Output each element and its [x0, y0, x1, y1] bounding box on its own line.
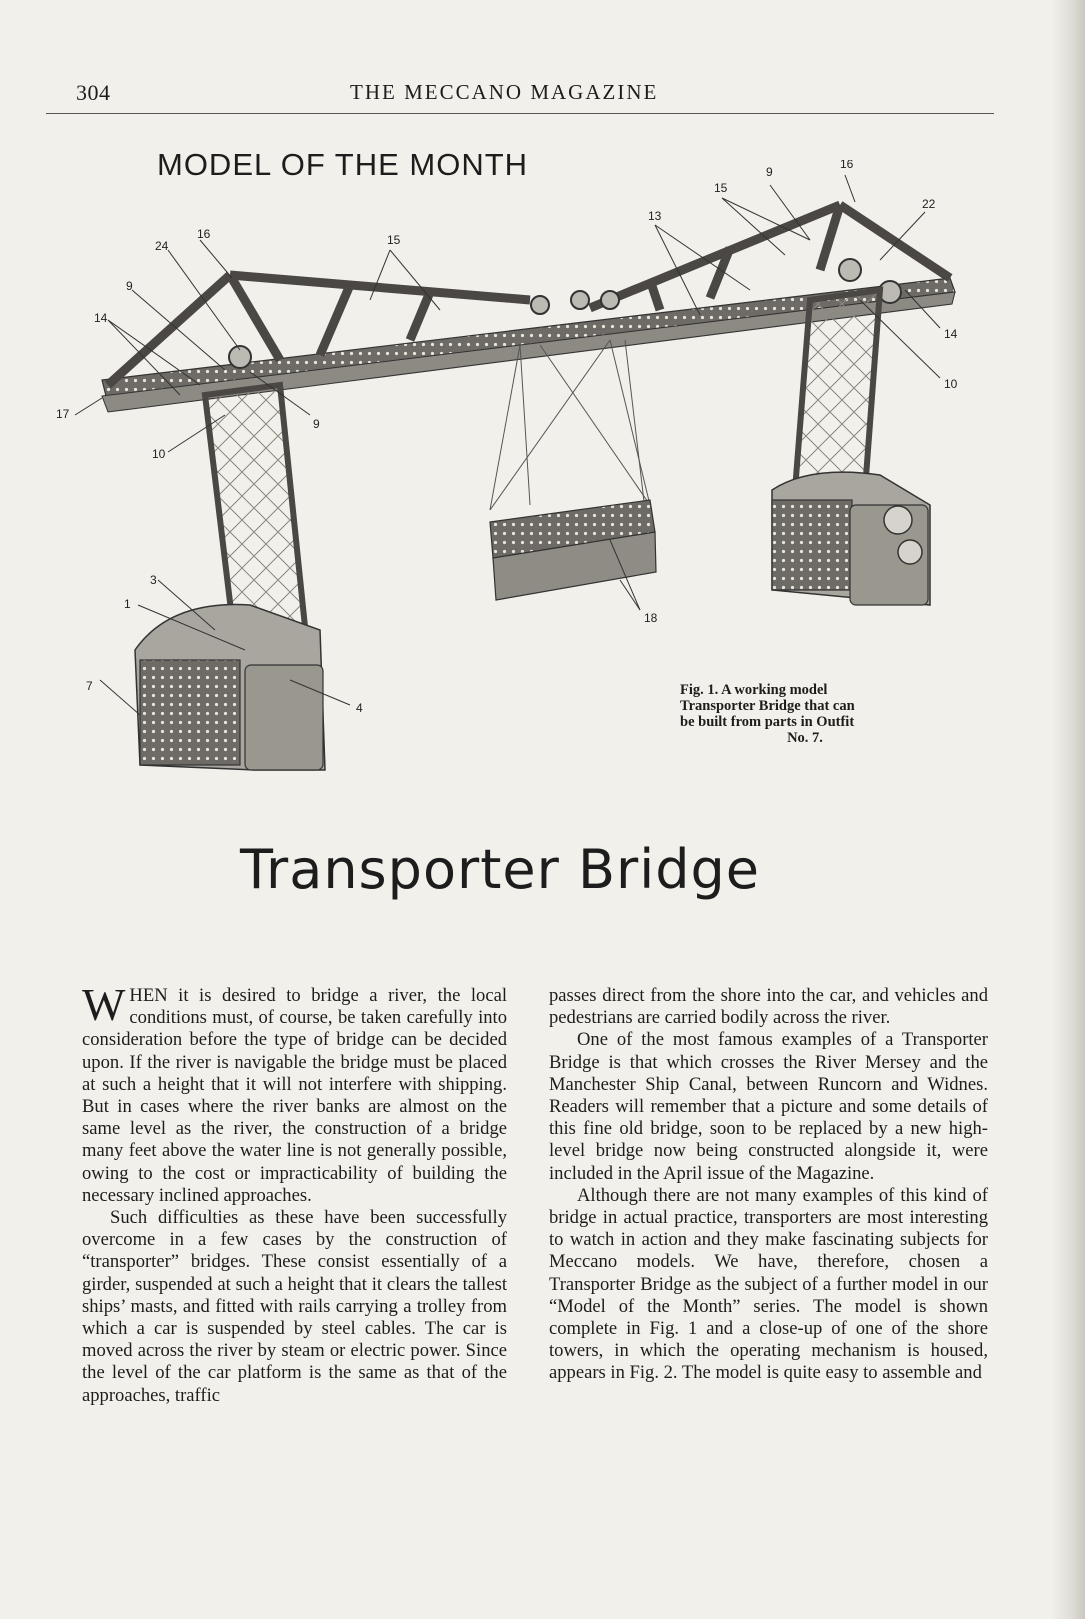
callout-24: 24 — [155, 239, 169, 253]
callout-7: 7 — [86, 679, 93, 693]
left-tower — [135, 385, 325, 770]
car-cables — [490, 340, 650, 510]
caption-line-1: Fig. 1. A working model — [680, 682, 828, 698]
paragraph: Although there are not many examples of this kind of bridge in actual practice, transporters are most interesting to watch in action and they make fascinating subjects for Meccano models. We have, therefore, chosen a Transporter Bridge as the subject of a further model in our “Model of the Month” series. The model is shown complete in Fig. 1 and a close-up of one of the shore towers, in which the operating mechanism is housed, appears in Fig. 2. The model is quite easy to assemble and — [549, 1184, 988, 1384]
article-column-right — [549, 985, 988, 1385]
article-column-left — [82, 979, 507, 1407]
callout-10-right: 10 — [944, 377, 958, 391]
article-title: Transporter Bridge — [239, 838, 760, 901]
callout-9-lower-left: 9 — [313, 417, 320, 431]
page-edge-shadow — [1051, 0, 1085, 1619]
callout-4: 4 — [356, 701, 363, 715]
running-title: THE MECCANO MAGAZINE — [350, 80, 659, 104]
callout-14-right: 14 — [944, 327, 958, 341]
callout-10-left: 10 — [152, 447, 166, 461]
callout-16-right: 16 — [840, 160, 854, 171]
paragraph-text: HEN it is desired to bridge a river, the local conditions must, of course, be taken carefully into consideration before the type of bridge can be decided upon. If the river is navigable the bridge must be placed at such a height that it will not interfere with shipping. But in cases where the river banks are almost on the same level as the river, the construction of a bridge many feet above the water line is not generally possible, owing to the cost or impracticability of building the necessary inclined approaches. — [82, 985, 507, 1206]
callout-13: 13 — [648, 209, 662, 223]
caption-line-3: be built from parts in Outfit — [680, 714, 855, 730]
callout-15-right: 15 — [714, 181, 728, 195]
figure-caption — [680, 682, 930, 746]
callout-18: 18 — [644, 611, 658, 625]
callout-16-left: 16 — [197, 227, 211, 241]
caption-line-2: Transporter Bridge that can — [680, 698, 855, 714]
caption-line-4: No. 7. — [787, 730, 823, 746]
section-title: MODEL OF THE MONTH — [157, 147, 529, 182]
callout-17: 17 — [56, 407, 70, 421]
page-number: 304 — [76, 80, 111, 105]
right-tower — [772, 290, 930, 605]
header-rule — [46, 113, 994, 114]
callout-9-right: 9 — [766, 165, 773, 179]
callout-9-upper-left: 9 — [126, 279, 133, 293]
paragraph: One of the most famous examples of a Transporter Bridge is that which crosses the River Mersey and the Manchester Ship Canal, between Runcorn and Widnes. Readers will remember that a picture and some details of this fine old bridge, soon to be replaced by a new high-level bridge now being constructed alongside it, were included in the April issue of the Magazine. — [549, 1029, 988, 1184]
paragraph: Such difficulties as these have been successfully overcome in a few cases by the construction of “transporter” bridges. These consist essentially of a girder, suspended at such a height that it clears the tallest ships’ masts, and fitted with rails carrying a trolley from which a car is suspended by steel cables. The car is moved across the river by steam or electric power. Since the level of the car platform is the same as that of the approaches, traffic — [82, 1207, 507, 1406]
callout-14-left: 14 — [94, 311, 108, 325]
transporter-car — [490, 500, 656, 600]
paragraph: passes direct from the shore into the car, and vehicles and pedestrians are carried bodily across the river. — [549, 985, 988, 1029]
callout-22: 22 — [922, 197, 936, 211]
callout-1: 1 — [124, 597, 131, 611]
callout-3: 3 — [150, 573, 157, 587]
paragraph — [82, 979, 507, 1207]
drop-cap: W — [82, 979, 126, 1030]
callout-15-left: 15 — [387, 233, 401, 247]
